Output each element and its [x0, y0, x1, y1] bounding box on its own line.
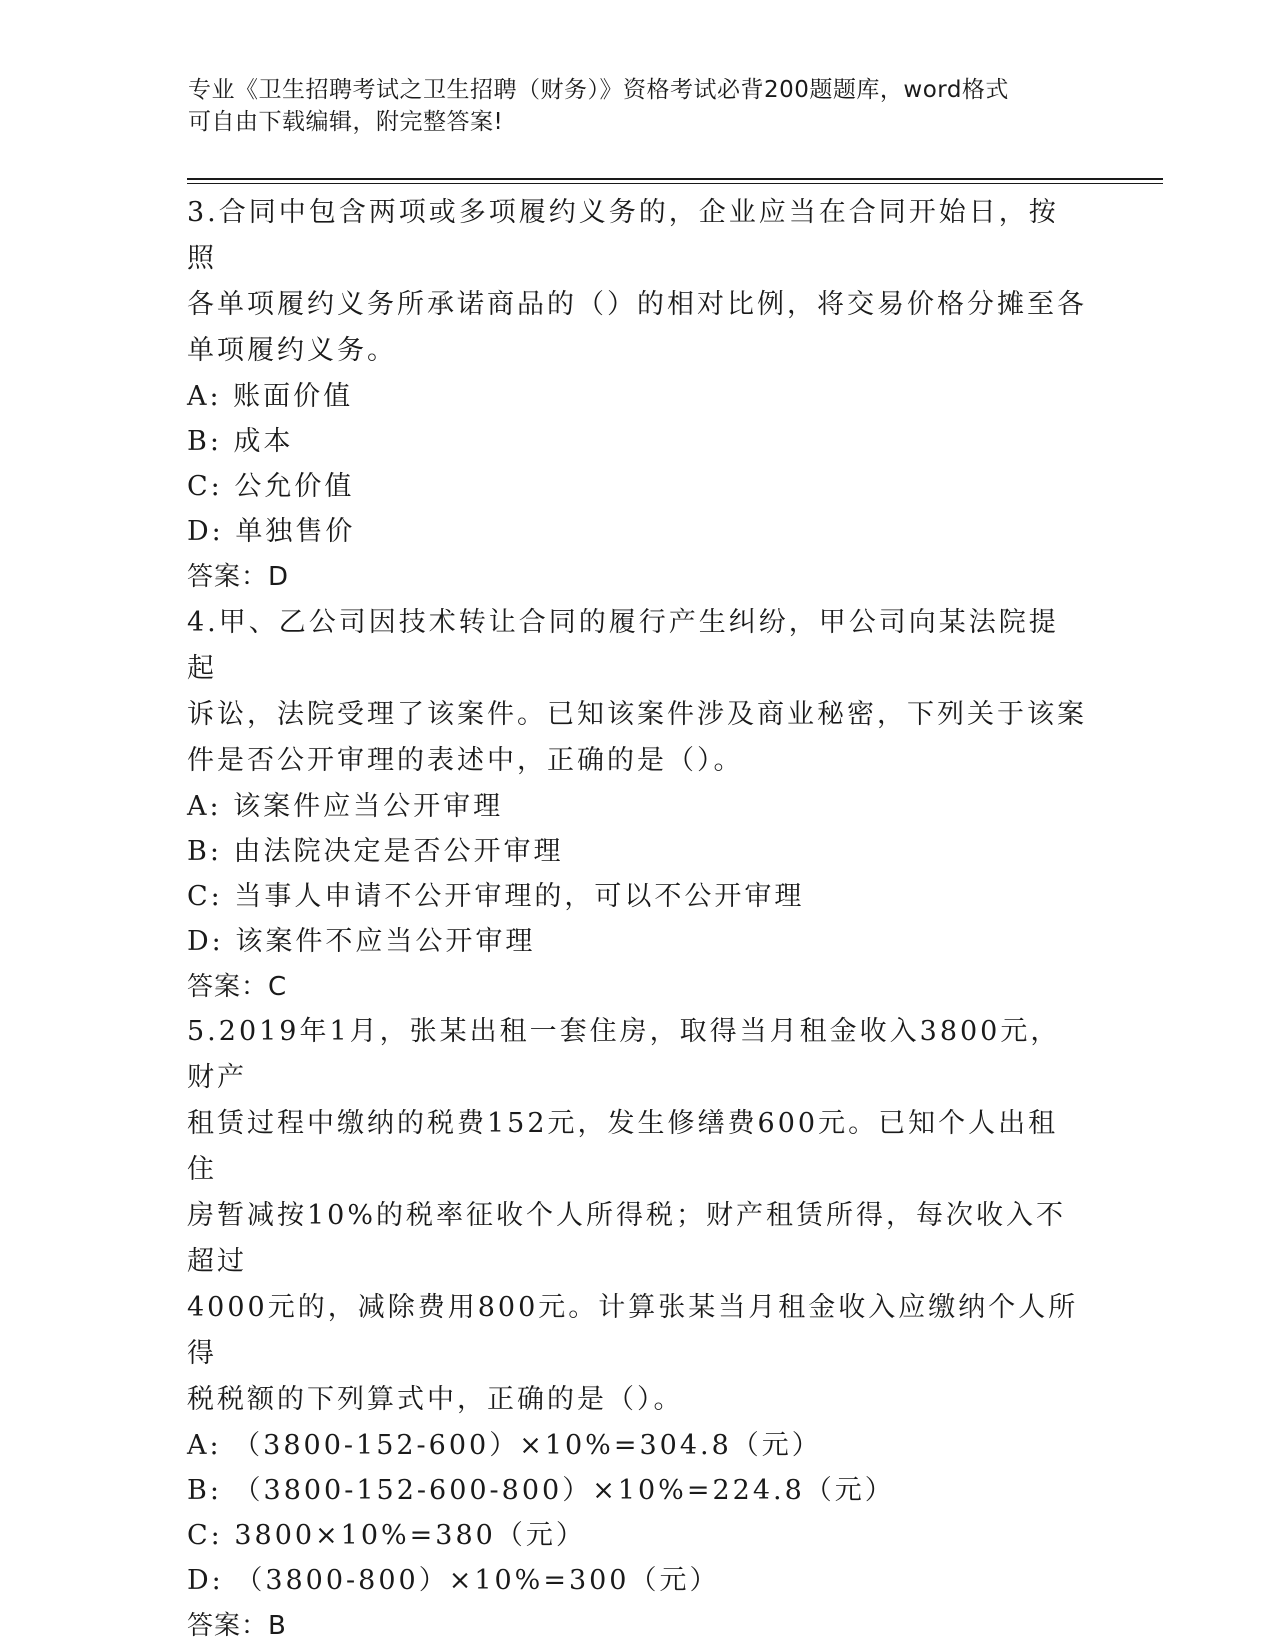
header-line-1: 专业《卫生招聘考试之卫生招聘（财务）》资格考试必背200题题库，word格式 [188, 77, 1009, 103]
question-stem-line: 单项履约义务。 [187, 335, 397, 366]
question-5 [187, 1009, 1087, 1649]
question-stem-line: 4.甲、乙公司因技术转让合同的履行产生纠纷，甲公司向某法院提起 [187, 607, 1059, 684]
question-stem-line: 房暂减按10%的税率征收个人所得税；财产租赁所得，每次收入不超过 [187, 1200, 1067, 1277]
question-stem-line: 件是否公开审理的表述中，正确的是（）。 [187, 745, 744, 776]
option-c: C: 当事人申请不公开审理的，可以不公开审理 [187, 881, 805, 912]
option-b: B: 由法院决定是否公开审理 [187, 836, 564, 867]
option-b: B: （3800-152-600-800）×10%=224.8（元） [187, 1475, 895, 1506]
answer-line: 答案：C [187, 972, 288, 1002]
question-stem-line: 税税额的下列算式中，正确的是（）。 [187, 1384, 684, 1415]
option-d: D: （3800-800）×10%=300（元） [187, 1565, 720, 1596]
question-stem-line: 各单项履约义务所承诺商品的（）的相对比例，将交易价格分摊至各 [187, 289, 1087, 320]
option-a: A: 账面价值 [187, 381, 354, 412]
option-c: C: 公允价值 [187, 471, 355, 502]
question-stem-line: 4000元的，减除费用800元。计算张某当月租金收入应缴纳个人所得 [187, 1292, 1079, 1369]
header-divider [187, 178, 1163, 184]
question-stem-line: 5.2019年1月，张某出租一套住房，取得当月租金收入3800元，财产 [187, 1016, 1061, 1093]
question-4 [187, 600, 1087, 1010]
answer-line: 答案：B [187, 1611, 287, 1641]
option-a: A: 该案件应当公开审理 [187, 791, 504, 822]
question-stem-line: 3.合同中包含两项或多项履约义务的，企业应当在合同开始日，按照 [187, 197, 1059, 274]
question-3 [187, 190, 1087, 600]
question-stem-line: 租赁过程中缴纳的税费152元，发生修缮费600元。已知个人出租住 [187, 1108, 1059, 1185]
answer-line: 答案：D [187, 562, 290, 592]
header-line-2: 可自由下载编辑，附完整答案! [188, 109, 504, 135]
option-c: C: 3800×10%=380（元） [187, 1520, 586, 1551]
option-b: B: 成本 [187, 426, 294, 457]
document-header [188, 74, 1088, 138]
option-d: D: 单独售价 [187, 516, 356, 547]
option-a: A: （3800-152-600）×10%=304.8（元） [187, 1430, 822, 1461]
option-d: D: 该案件不应当公开审理 [187, 926, 536, 957]
question-stem-line: 诉讼，法院受理了该案件。已知该案件涉及商业秘密，下列关于该案 [187, 699, 1087, 730]
